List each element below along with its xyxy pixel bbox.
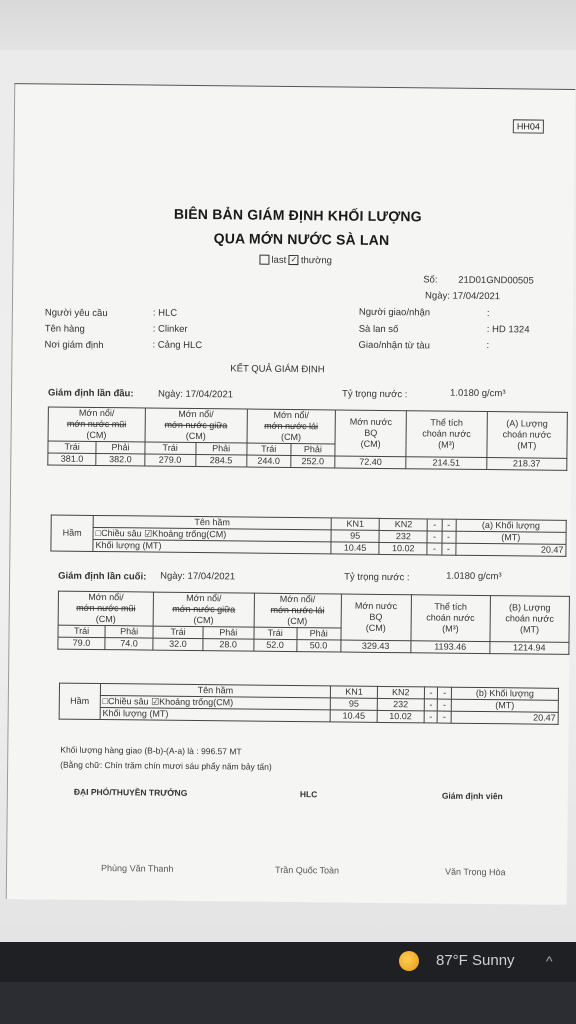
weight-kn2: 10.02 <box>379 542 427 555</box>
cargo-label: Tên hàng <box>44 323 85 335</box>
header-aft: Mớn nổi/ mớn nước lái (CM) <box>254 593 341 628</box>
place-label: Nơi giám định <box>44 339 104 352</box>
value-cell: 74.0 <box>105 638 153 651</box>
empty-cell: - <box>438 687 452 699</box>
result-line1: Khối lượng hàng giao (B-b)-(A-a) là : 996.57 MT <box>60 744 242 757</box>
value-cell: 329.43 <box>341 640 411 653</box>
depth-kn1: 95 <box>330 698 377 710</box>
sign-name-captain: Phùng Văn Thanh <box>101 863 174 874</box>
depth-kn2: 232 <box>377 698 424 710</box>
last-survey-date: Ngày: 17/04/2021 <box>160 570 236 583</box>
a-weight-label: (a) Khối lượng <box>481 520 540 531</box>
value-cell: 252.0 <box>291 456 335 468</box>
header-fwd: Mớn nổi/ mớn nước mũi (CM) <box>48 407 145 442</box>
value-cell: 279.0 <box>144 454 195 467</box>
header-mean-draft: Mớn nước BQ (CM) <box>341 594 412 641</box>
cargo-value: : Clinker <box>152 323 188 335</box>
document-date: Ngày: 17/04/2021 <box>425 290 501 303</box>
kn2-header: KN2 <box>379 518 427 531</box>
title-line2: QUA MỚN NƯỚC SÀ LAN <box>213 230 390 249</box>
hold-label: Hầm <box>51 515 93 551</box>
value-cell: 52.0 <box>253 639 296 651</box>
header-aft: Mớn nổi/ mớn nước lái (CM) <box>247 409 336 444</box>
header-volume: Thể tích choán nước (M³) <box>406 411 487 458</box>
b-weight-unit: (MT) <box>451 699 558 712</box>
depth-kn2: 232 <box>379 530 427 543</box>
value-cell: 284.5 <box>195 455 246 468</box>
weight-kn2: 10.02 <box>377 710 424 722</box>
value-cell: 1214.94 <box>490 642 569 655</box>
col-left: Trái <box>247 443 291 455</box>
first-survey-label: Giám định lần đầu: <box>47 387 134 400</box>
empty-cell: - <box>437 711 451 723</box>
so-label: Số: <box>423 274 438 286</box>
empty-cell: - <box>427 543 441 555</box>
col-left: Trái <box>145 442 196 455</box>
sign-title-captain: ĐẠI PHÓ/THUYỀN TRƯỞNG <box>73 786 188 798</box>
requester-value: : HLC <box>152 307 178 319</box>
first-draft-table <box>47 406 568 470</box>
value-cell: 79.0 <box>58 637 105 649</box>
empty-cell: - <box>441 531 455 543</box>
col-right: Phải <box>96 441 144 454</box>
weight-label: Khối lượng (MT) <box>100 708 331 722</box>
value-cell: 218.37 <box>486 458 567 471</box>
chevron-up-icon[interactable]: ^ <box>546 953 553 969</box>
empty-cell: - <box>441 543 455 555</box>
value-cell: 72.40 <box>335 456 406 469</box>
first-density-label: Tỷ trọng nước : <box>341 388 408 401</box>
value-cell: 32.0 <box>153 638 203 651</box>
hold-label: Hầm <box>59 683 100 719</box>
col-left: Trái <box>254 627 297 639</box>
deliverer-label: Người giao/nhận <box>358 306 431 319</box>
hold-name-header: Tên hầm <box>93 515 331 529</box>
header-mid: Mớn nổi/ mớn nước giữa (CM) <box>153 592 254 627</box>
col-left: Trái <box>58 625 105 637</box>
b-weight-value: 20.47 <box>451 711 558 724</box>
header-mid: Mớn nổi/ mớn nước giữa (CM) <box>145 408 247 443</box>
col-left: Trái <box>48 441 96 454</box>
depth-label: □Chiều sâu ☑Khoảng trống(CM) <box>100 696 331 710</box>
value-cell: 382.0 <box>96 453 144 466</box>
sign-title-hlc: HLC <box>299 789 318 800</box>
barge-label: Sà lan số <box>358 323 399 336</box>
option-last-label: last <box>271 254 287 266</box>
header-displacement: (A) Lượng choán nước (MT) <box>486 412 567 459</box>
checkbox-normal[interactable]: ✓ <box>290 255 298 265</box>
weather-widget[interactable]: 87°F Sunny <box>436 952 515 969</box>
last-density-label: Tỷ trọng nước : <box>344 571 410 584</box>
value-cell: 244.0 <box>246 455 290 467</box>
header-displacement: (B) Lượng choán nước (MT) <box>490 596 570 643</box>
empty-cell: - <box>427 531 441 543</box>
value-cell: 214.51 <box>406 457 486 470</box>
barge-value: : HD 1324 <box>486 324 530 336</box>
a-weight-unit: (MT) <box>456 531 567 544</box>
option-normal-label: thường <box>300 255 333 267</box>
first-survey-date: Ngày: 17/04/2021 <box>157 388 234 401</box>
empty-cell: - <box>424 711 438 723</box>
last-survey-label: Giám định lần cuối: <box>58 570 147 583</box>
place-value: : Cảng HLC <box>152 339 203 352</box>
ship-value: : <box>486 340 490 352</box>
hold-name-header: Tên hầm <box>100 684 331 698</box>
requester-label: Người yêu cầu <box>44 307 108 320</box>
empty-cell: - <box>424 699 438 711</box>
empty-cell: - <box>442 519 456 531</box>
monitor-bottom-bezel <box>0 982 576 1024</box>
value-cell: 1193.46 <box>411 641 490 654</box>
hold-table-first <box>50 514 566 556</box>
value-cell: 381.0 <box>48 453 96 466</box>
kn1-header: KN1 <box>331 518 379 531</box>
header-volume: Thể tích choán nước (M³) <box>411 595 491 642</box>
col-left: Trái <box>153 626 203 639</box>
ship-label: Giao/nhận từ tàu <box>358 339 430 352</box>
header-fwd: Mớn nổi/ mớn nước mũi (CM) <box>58 591 154 626</box>
weight-kn1: 10.45 <box>330 710 377 722</box>
b-weight-label: (b) Khối lượng <box>451 687 558 700</box>
deliverer-value: : <box>486 308 490 320</box>
hold-table-last <box>59 683 559 725</box>
value-cell: 28.0 <box>203 639 254 652</box>
sun-icon[interactable] <box>399 951 419 971</box>
sign-title-surveyor: Giám định viên <box>441 790 503 802</box>
kn2-header: KN2 <box>377 686 424 698</box>
kn1-header: KN1 <box>331 686 378 698</box>
title-line1: BIÊN BẢN GIÁM ĐỊNH KHỐI LƯỢNG <box>173 205 422 225</box>
weight-kn1: 10.45 <box>331 542 379 555</box>
col-right: Phải <box>297 628 341 640</box>
a-weight-value: 20.47 <box>455 543 566 556</box>
first-density-value: 1.0180 g/cm³ <box>450 387 506 400</box>
sign-name-surveyor: Văn Trọng Hòa <box>445 866 506 878</box>
col-right: Phải <box>203 627 254 640</box>
empty-cell: - <box>428 519 442 531</box>
empty-cell: - <box>438 699 452 711</box>
weight-label: Khối lượng (MT) <box>93 539 331 553</box>
survey-type-options <box>259 255 332 267</box>
col-right: Phải <box>196 443 247 456</box>
sign-name-hlc: Trần Quốc Toàn <box>275 864 340 876</box>
result-line2: (Bằng chữ: Chín trăm chín mươi sáu phẩy năm bảy tấn) <box>60 759 272 772</box>
result-heading: KẾT QUẢ GIÁM ĐỊNH <box>230 363 325 376</box>
value-cell: 50.0 <box>297 640 341 652</box>
col-right: Phải <box>291 444 335 456</box>
depth-label: □Chiều sâu ☑Khoảng trống(CM) <box>93 527 331 541</box>
last-density-value: 1.0180 g/cm³ <box>446 570 502 583</box>
so-value: 21D01GND00505 <box>458 274 534 287</box>
header-mean-draft: Mớn nước BQ (CM) <box>335 410 407 457</box>
document-page <box>6 83 576 905</box>
last-draft-table <box>57 591 570 655</box>
checkbox-last[interactable] <box>259 255 269 265</box>
col-right: Phải <box>105 626 153 639</box>
form-code: HH04 <box>513 119 544 133</box>
depth-kn1: 95 <box>331 530 379 543</box>
empty-cell: - <box>424 687 438 699</box>
